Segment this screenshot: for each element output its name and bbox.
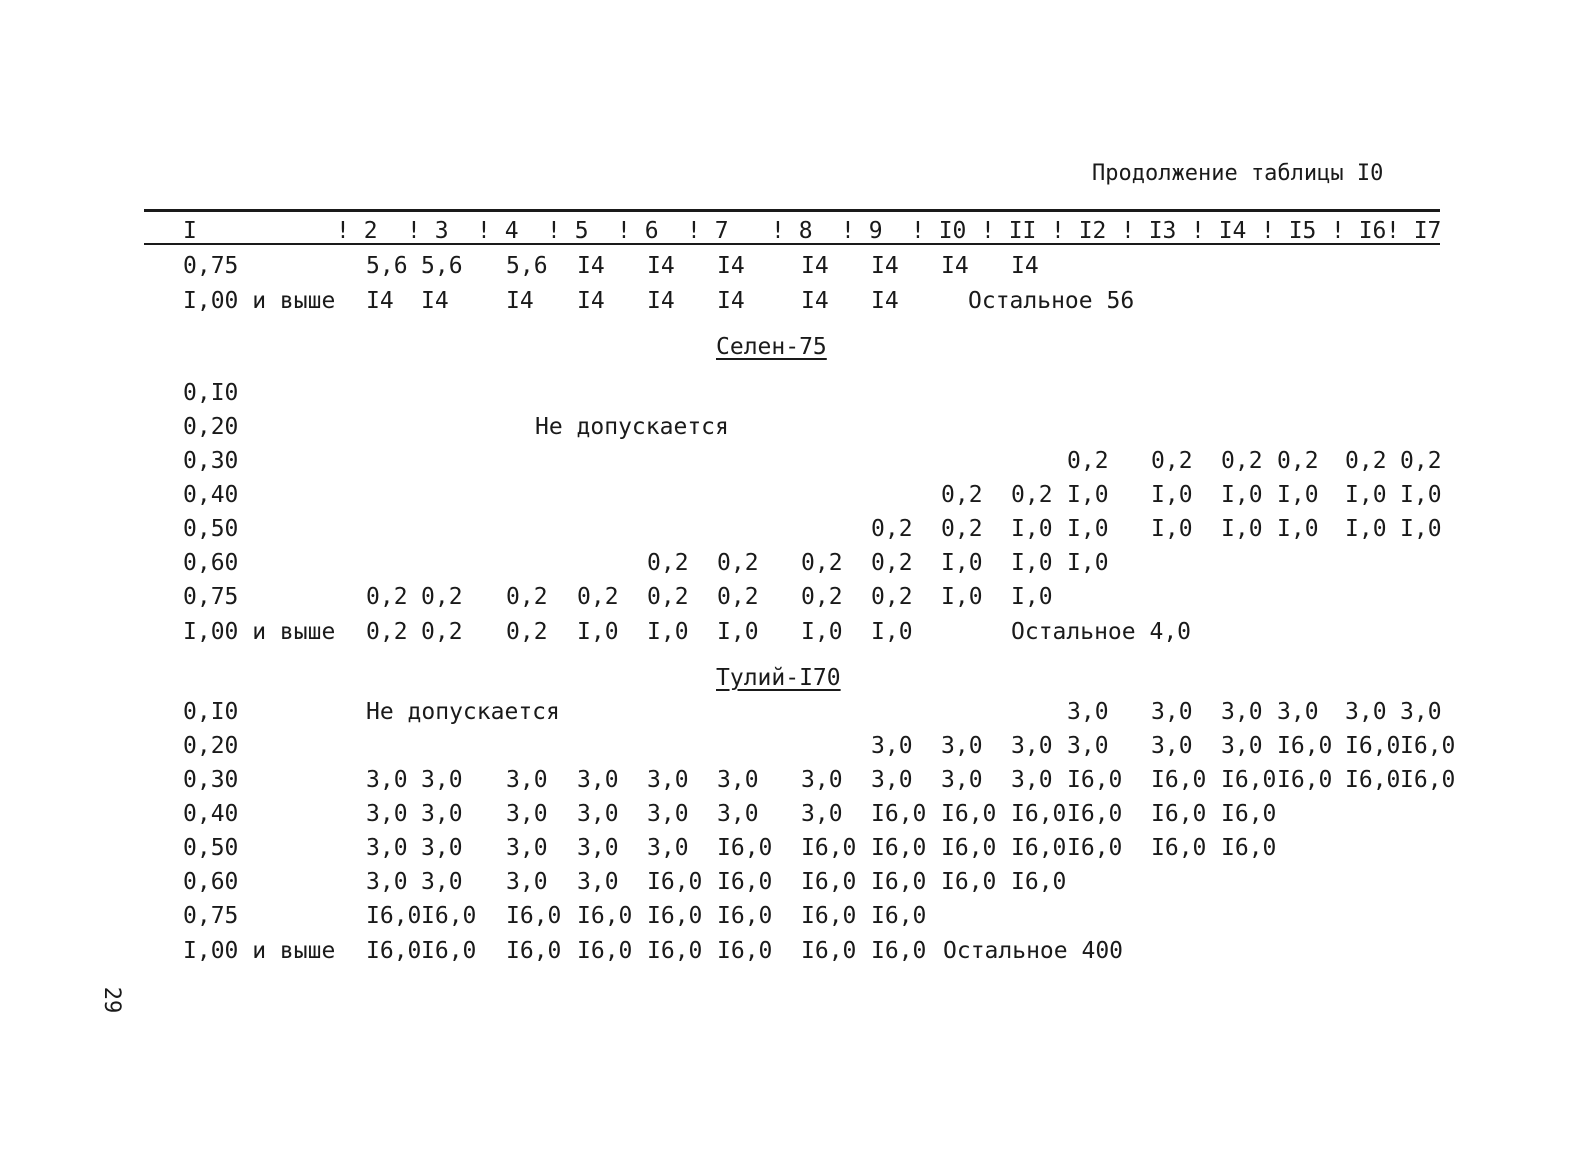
column-header: ! I0 xyxy=(911,218,967,244)
table-cell: 3,0 xyxy=(577,767,619,793)
table-cell: 0,2 xyxy=(801,550,843,576)
table-cell: 0,2 xyxy=(1345,448,1387,474)
row-note: Не допускается xyxy=(366,699,560,725)
column-header: ! 8 xyxy=(771,218,813,244)
table-cell: I4 xyxy=(647,253,675,279)
table-cell: 3,0 xyxy=(506,767,548,793)
table-cell: I6,0 xyxy=(801,938,857,964)
table-cell: I,0 xyxy=(577,619,619,645)
table-cell: I,0 xyxy=(1277,516,1319,542)
table-cell: 0,2 xyxy=(801,584,843,610)
table-cell: I,0 xyxy=(1151,516,1193,542)
column-header: ! 7 xyxy=(687,218,729,244)
table-cell: I,0 xyxy=(717,619,759,645)
table-cell: 3,0 xyxy=(941,767,983,793)
table-cell: 3,0 xyxy=(801,767,843,793)
table-cell: 0,2 xyxy=(506,584,548,610)
table-cell: 0,2 xyxy=(647,584,689,610)
table-cell: 0,2 xyxy=(717,584,759,610)
table-cell: 3,0 xyxy=(366,869,408,895)
table-cell: I,0 xyxy=(1067,516,1109,542)
table-cell: I4 xyxy=(366,288,394,314)
table-cell: I6,0 xyxy=(1400,767,1456,793)
table-cell: I6,0 xyxy=(871,938,927,964)
row-label: 0,40 xyxy=(183,801,239,827)
table-cell: I6,0 xyxy=(1067,767,1123,793)
table-cell: I,0 xyxy=(1011,550,1053,576)
table-cell: I4 xyxy=(871,288,899,314)
table-cell: I4 xyxy=(871,253,899,279)
table-cell: I6,0 xyxy=(1067,801,1123,827)
table-cell: I4 xyxy=(1011,253,1039,279)
row-label: 0,30 xyxy=(183,767,239,793)
table-cell: I6,0 xyxy=(647,869,703,895)
table-cell: I6,0 xyxy=(1221,767,1277,793)
row-note: Остальное 400 xyxy=(943,938,1124,964)
table-cell: 0,2 xyxy=(366,584,408,610)
row-label: 0,75 xyxy=(183,584,239,610)
table-cell: I6,0 xyxy=(801,903,857,929)
table-cell: 3,0 xyxy=(506,835,548,861)
table-cell: I6,0 xyxy=(1277,733,1333,759)
row-label: 0,I0 xyxy=(183,380,239,406)
table-cell: I6,0 xyxy=(506,903,562,929)
table-cell: 3,0 xyxy=(421,835,463,861)
table-cell: I6,0 xyxy=(1400,733,1456,759)
table-cell: I6,0 xyxy=(717,938,773,964)
table-cell: 0,2 xyxy=(647,550,689,576)
table-cell: I4 xyxy=(801,253,829,279)
row-label: I,00 и выше xyxy=(183,938,336,964)
table-cell: 0,2 xyxy=(577,584,619,610)
table-cell: I6,0 xyxy=(1011,869,1067,895)
table-cell: I6,0 xyxy=(506,938,562,964)
page-number: 29 xyxy=(99,986,124,1014)
column-header: ! I6 xyxy=(1331,218,1387,244)
table-cell: I,0 xyxy=(1151,482,1193,508)
table-cell: 3,0 xyxy=(801,801,843,827)
table-cell: I6,0 xyxy=(941,835,997,861)
table-cell: I6,0 xyxy=(366,903,422,929)
row-label: 0,75 xyxy=(183,253,239,279)
table-cell: 5,6 xyxy=(366,253,408,279)
table-cell: 5,6 xyxy=(506,253,548,279)
table-cell: I,0 xyxy=(1011,584,1053,610)
table-cell: 3,0 xyxy=(577,801,619,827)
table-cell: 3,0 xyxy=(1221,733,1263,759)
table-cell: I6,0 xyxy=(366,938,422,964)
table-cell: I6,0 xyxy=(577,938,633,964)
table-cell: 3,0 xyxy=(1011,767,1053,793)
table-cell: 0,2 xyxy=(506,619,548,645)
table-cell: 3,0 xyxy=(1067,733,1109,759)
table-cell: I,0 xyxy=(1400,516,1442,542)
table-cell: 3,0 xyxy=(717,767,759,793)
column-header: ! 2 xyxy=(336,218,378,244)
table-cell: I4 xyxy=(506,288,534,314)
table-cell: I6,0 xyxy=(717,869,773,895)
table-cell: I6,0 xyxy=(871,835,927,861)
table-cell: 3,0 xyxy=(421,767,463,793)
table-cell: I6,0 xyxy=(801,869,857,895)
table-cell: 3,0 xyxy=(421,801,463,827)
table-cell: I6,0 xyxy=(647,938,703,964)
table-cell: I6,0 xyxy=(1151,835,1207,861)
table-cell: 3,0 xyxy=(1011,733,1053,759)
row-label: I,00 и выше xyxy=(183,288,336,314)
row-label: I,00 и выше xyxy=(183,619,336,645)
row-note: Остальное 4,0 xyxy=(1011,619,1192,645)
table-cell: I6,0 xyxy=(1221,835,1277,861)
table-cell: I6,0 xyxy=(421,938,477,964)
table-cell: 3,0 xyxy=(506,869,548,895)
column-header: ! 3 xyxy=(407,218,449,244)
table-cell: I6,0 xyxy=(421,903,477,929)
row-label: 0,40 xyxy=(183,482,239,508)
row-label: 0,50 xyxy=(183,516,239,542)
table-cell: I,0 xyxy=(1011,516,1053,542)
table-cell: 3,0 xyxy=(1221,699,1263,725)
table-cell: I4 xyxy=(577,253,605,279)
table-cell: 0,2 xyxy=(871,550,913,576)
table-cell: I6,0 xyxy=(1151,801,1207,827)
table-cell: 3,0 xyxy=(647,767,689,793)
table-cell: 0,2 xyxy=(366,619,408,645)
table-cell: I,0 xyxy=(1400,482,1442,508)
column-header: ! I5 xyxy=(1261,218,1317,244)
table-cell: I6,0 xyxy=(1345,767,1401,793)
table-cell: I6,0 xyxy=(871,801,927,827)
table-cell: I6,0 xyxy=(801,835,857,861)
table-cell: I6,0 xyxy=(1011,801,1067,827)
table-cell: I6,0 xyxy=(717,903,773,929)
table-cell: 0,2 xyxy=(871,516,913,542)
table-cell: 0,2 xyxy=(421,619,463,645)
row-label: 0,60 xyxy=(183,550,239,576)
table-cell: 3,0 xyxy=(1277,699,1319,725)
table-cell: 3,0 xyxy=(871,767,913,793)
table-cell: I6,0 xyxy=(941,801,997,827)
row-label: 0,I0 xyxy=(183,699,239,725)
table-cell: I,0 xyxy=(801,619,843,645)
row-note: Остальное 56 xyxy=(968,288,1135,314)
table-cell: I4 xyxy=(717,288,745,314)
table-cell: I,0 xyxy=(941,550,983,576)
table-cell: I,0 xyxy=(1221,482,1263,508)
section-title: Тулий-I70 xyxy=(716,665,841,691)
table-cell: I6,0 xyxy=(1151,767,1207,793)
table-cell: 0,2 xyxy=(1221,448,1263,474)
table-cell: I6,0 xyxy=(941,869,997,895)
table-cell: 3,0 xyxy=(1151,699,1193,725)
table-cell: 3,0 xyxy=(647,835,689,861)
table-cell: 3,0 xyxy=(1151,733,1193,759)
table-continuation-title: Продолжение таблицы I0 xyxy=(1092,161,1384,186)
table-cell: 0,2 xyxy=(941,516,983,542)
table-cell: 3,0 xyxy=(1345,699,1387,725)
table-cell: I4 xyxy=(717,253,745,279)
row-label: 0,75 xyxy=(183,903,239,929)
table-cell: 3,0 xyxy=(421,869,463,895)
table-cell: 3,0 xyxy=(366,801,408,827)
table-cell: 3,0 xyxy=(647,801,689,827)
column-header: ! II xyxy=(981,218,1037,244)
table-cell: 0,2 xyxy=(941,482,983,508)
table-cell: I,0 xyxy=(647,619,689,645)
table-cell: 3,0 xyxy=(366,835,408,861)
table-cell: 0,2 xyxy=(1277,448,1319,474)
table-cell: I6,0 xyxy=(1277,767,1333,793)
table-cell: 5,6 xyxy=(421,253,463,279)
column-header: ! I2 xyxy=(1051,218,1107,244)
table-cell: 3,0 xyxy=(1067,699,1109,725)
table-cell: I4 xyxy=(647,288,675,314)
row-label: 0,60 xyxy=(183,869,239,895)
table-cell: 3,0 xyxy=(871,733,913,759)
table-cell: I,0 xyxy=(1221,516,1263,542)
row-label: 0,50 xyxy=(183,835,239,861)
table-cell: 3,0 xyxy=(577,869,619,895)
table-cell: I6,0 xyxy=(1221,801,1277,827)
table-cell: I6,0 xyxy=(1011,835,1067,861)
table-cell: 0,2 xyxy=(1151,448,1193,474)
column-header: ! 6 xyxy=(617,218,659,244)
table-cell: I4 xyxy=(801,288,829,314)
table-cell: I,0 xyxy=(941,584,983,610)
table-cell: 0,2 xyxy=(1400,448,1442,474)
column-header: ! I3 xyxy=(1121,218,1177,244)
table-cell: 0,2 xyxy=(717,550,759,576)
table-cell: I6,0 xyxy=(1345,733,1401,759)
table-cell: 3,0 xyxy=(717,801,759,827)
row-label: 0,20 xyxy=(183,733,239,759)
table-cell: 3,0 xyxy=(366,767,408,793)
column-header: ! 4 xyxy=(477,218,519,244)
table-cell: I6,0 xyxy=(871,869,927,895)
table-cell: 0,2 xyxy=(871,584,913,610)
table-cell: I,0 xyxy=(1345,516,1387,542)
table-top-rule xyxy=(144,209,1440,212)
table-cell: I4 xyxy=(421,288,449,314)
section-title: Селен-75 xyxy=(716,334,827,360)
table-cell: I6,0 xyxy=(717,835,773,861)
column-header: ! 5 xyxy=(547,218,589,244)
table-cell: I6,0 xyxy=(871,903,927,929)
table-cell: I6,0 xyxy=(577,903,633,929)
table-cell: I4 xyxy=(941,253,969,279)
table-cell: 3,0 xyxy=(577,835,619,861)
row-label: 0,20 xyxy=(183,414,239,440)
table-cell: I,0 xyxy=(1067,550,1109,576)
column-header: I xyxy=(183,218,197,244)
column-header: ! I4 xyxy=(1191,218,1247,244)
table-cell: I4 xyxy=(577,288,605,314)
table-cell: I6,0 xyxy=(647,903,703,929)
row-note: Не допускается xyxy=(535,414,729,440)
table-cell: 0,2 xyxy=(1011,482,1053,508)
table-cell: 3,0 xyxy=(941,733,983,759)
table-cell: 3,0 xyxy=(506,801,548,827)
column-header: ! 9 xyxy=(841,218,883,244)
table-cell: I,0 xyxy=(871,619,913,645)
column-header: ! I7 xyxy=(1386,218,1442,244)
table-cell: I,0 xyxy=(1067,482,1109,508)
table-cell: I,0 xyxy=(1345,482,1387,508)
table-cell: 0,2 xyxy=(1067,448,1109,474)
row-label: 0,30 xyxy=(183,448,239,474)
table-cell: 0,2 xyxy=(421,584,463,610)
table-cell: I6,0 xyxy=(1067,835,1123,861)
table-cell: 3,0 xyxy=(1400,699,1442,725)
table-cell: I,0 xyxy=(1277,482,1319,508)
